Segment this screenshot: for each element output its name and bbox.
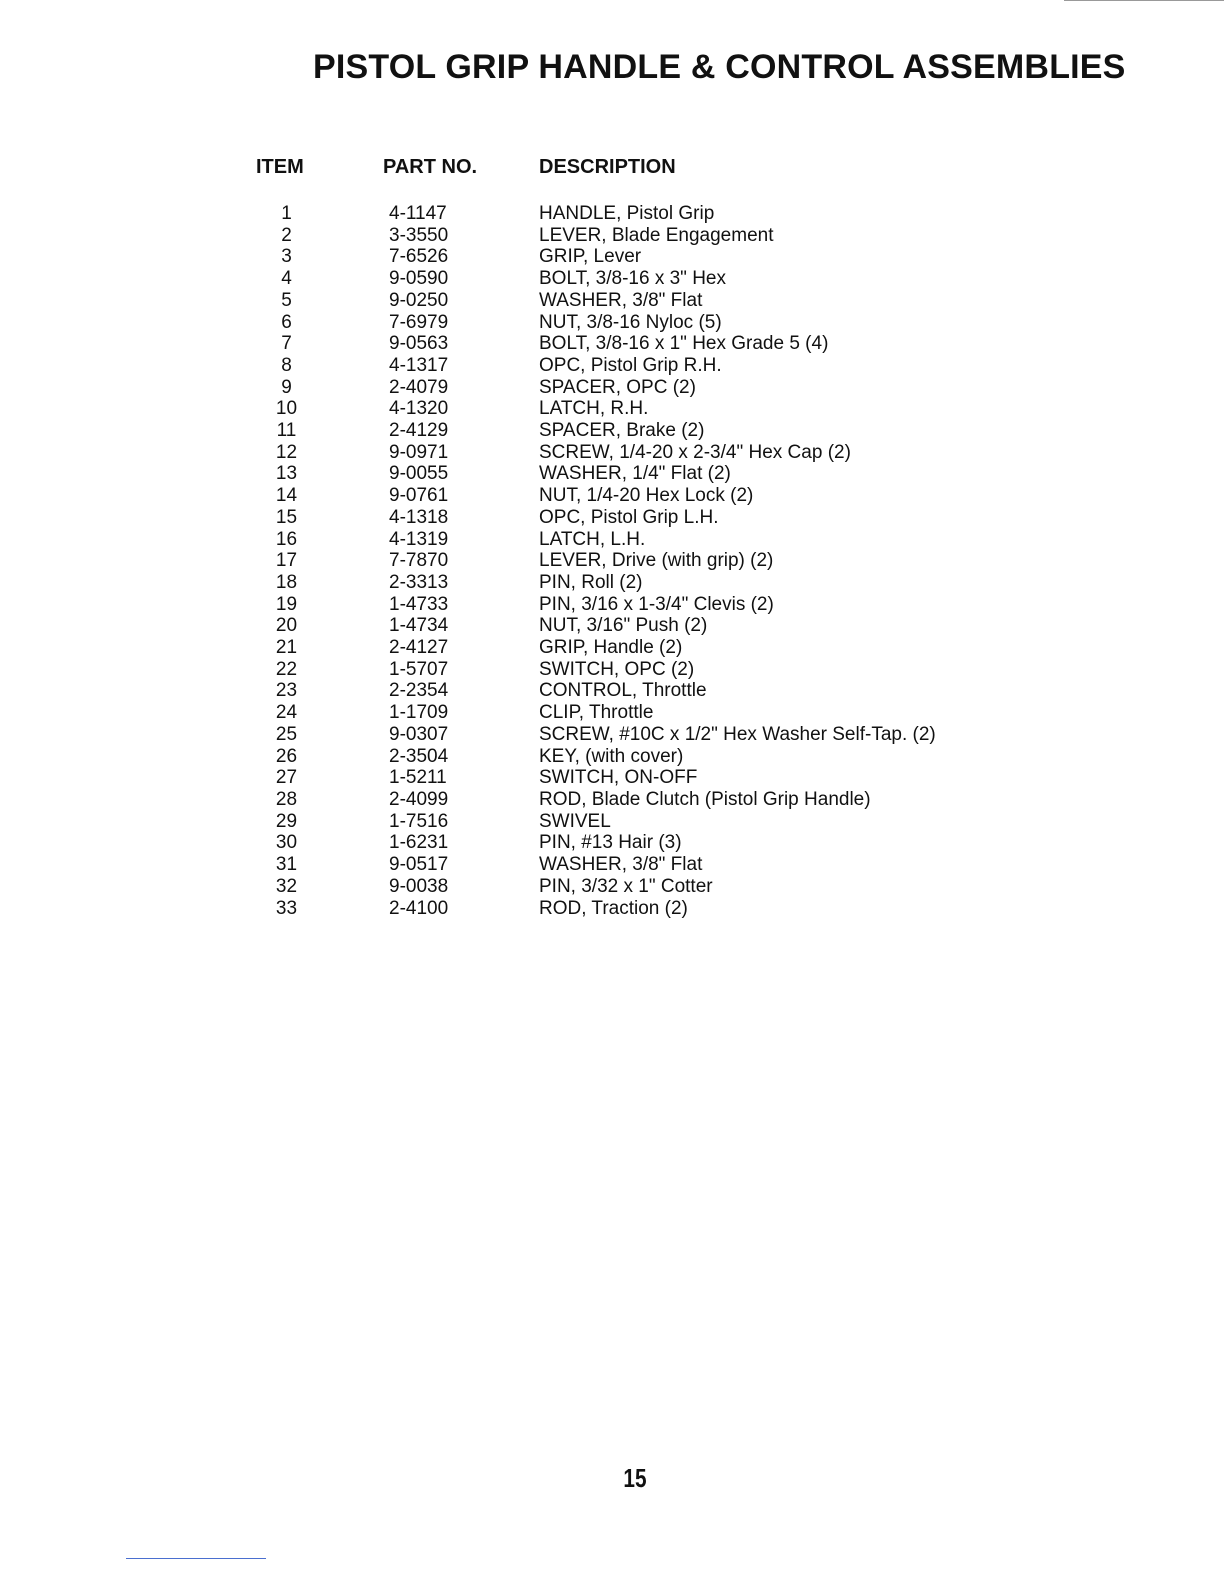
item-number-cell: 4 (281, 268, 292, 290)
page-number: 15 (623, 1463, 647, 1493)
table-row (250, 550, 1039, 572)
item-number-cell: 21 (275, 637, 298, 659)
table-row (250, 225, 1039, 247)
item-number-cell: 15 (275, 506, 298, 528)
table-row (250, 702, 1039, 724)
item-number-cell: 16 (275, 528, 298, 550)
table-row (250, 420, 1039, 442)
description-cell: SPACER, Brake (2) (539, 420, 705, 442)
table-row (250, 529, 1039, 551)
table-row (250, 724, 1039, 746)
description-cell: PIN, 3/16 x 1-3/4" Clevis (2) (539, 593, 774, 615)
description-cell: LEVER, Blade Engagement (539, 224, 774, 246)
item-number-cell: 27 (275, 767, 298, 789)
item-number-cell: 31 (275, 854, 298, 876)
description-cell: NUT, 3/16" Push (2) (539, 615, 708, 637)
part-number-cell: 1-5707 (389, 658, 449, 680)
table-row (250, 203, 1039, 225)
part-number-cell: 2-4079 (389, 376, 449, 398)
part-number-cell: 7-6526 (389, 246, 449, 268)
table-row (250, 485, 1039, 507)
part-number-cell: 9-0971 (389, 441, 449, 463)
item-number-cell: 32 (275, 875, 298, 897)
part-number-cell: 2-4127 (389, 637, 449, 659)
description-cell: SPACER, OPC (2) (539, 376, 696, 398)
table-row (250, 876, 1039, 898)
table-row (250, 789, 1039, 811)
item-number-cell: 2 (281, 224, 292, 246)
part-number-cell: 4-1320 (389, 398, 449, 420)
part-number-cell: 9-0761 (389, 485, 449, 507)
item-number-cell: 18 (275, 571, 298, 593)
item-number-cell: 29 (275, 810, 298, 832)
table-row (250, 463, 1039, 485)
item-number-cell: 8 (281, 354, 292, 376)
table-row (250, 442, 1039, 464)
description-cell: HANDLE, Pistol Grip (539, 203, 715, 224)
table-row (250, 572, 1039, 594)
description-cell: CLIP, Throttle (539, 702, 654, 724)
table-row (250, 312, 1039, 334)
table-row (250, 377, 1039, 399)
part-number-cell: 2-3504 (389, 745, 449, 767)
item-number-cell: 33 (275, 897, 298, 919)
item-number-cell: 28 (275, 788, 298, 810)
table-row (250, 898, 1039, 920)
table-row (250, 637, 1039, 659)
part-number-cell: 2-4099 (389, 788, 449, 810)
table-row (250, 811, 1039, 833)
item-number-cell: 22 (275, 658, 298, 680)
item-number-cell: 10 (275, 398, 298, 420)
item-number-cell: 5 (281, 289, 292, 311)
part-number-cell: 7-6979 (389, 311, 449, 333)
table-row (250, 246, 1039, 268)
description-cell: LEVER, Drive (with grip) (2) (539, 550, 774, 572)
part-number-cell: 9-0055 (389, 463, 449, 485)
table-row (250, 767, 1039, 789)
table-row (250, 290, 1039, 312)
part-number-cell: 1-4734 (389, 615, 449, 637)
description-cell: SCREW, 1/4-20 x 2-3/4" Hex Cap (2) (539, 441, 851, 463)
item-number-cell: 24 (275, 702, 298, 724)
table-row (250, 355, 1039, 377)
item-number-cell: 12 (275, 441, 298, 463)
table-row (250, 680, 1039, 702)
description-cell: NUT, 3/8-16 Nyloc (5) (539, 311, 722, 333)
item-number-cell: 30 (275, 832, 298, 854)
description-column-header: DESCRIPTION (539, 156, 676, 178)
part-no-column-header: PART NO. (383, 156, 478, 178)
item-number-cell: 25 (275, 723, 298, 745)
part-number-cell: 2-4100 (389, 897, 449, 919)
description-cell: WASHER, 3/8" Flat (539, 289, 703, 311)
table-row (250, 333, 1039, 355)
table-row (250, 507, 1039, 529)
item-number-cell: 6 (281, 311, 292, 333)
top-edge-rule (1064, 0, 1224, 1)
page-title: PISTOL GRIP HANDLE & CONTROL ASSEMBLIES (313, 48, 1126, 86)
description-cell: ROD, Traction (2) (539, 897, 688, 919)
description-cell: PIN, Roll (2) (539, 571, 643, 593)
item-number-cell: 26 (275, 745, 298, 767)
table-row (250, 615, 1039, 637)
header-row (250, 156, 1039, 182)
part-number-cell: 7-7870 (389, 550, 449, 572)
item-number-cell: 19 (275, 593, 298, 615)
table-row (250, 594, 1039, 616)
description-cell: GRIP, Lever (539, 246, 642, 268)
part-number-cell: 1-6231 (389, 832, 449, 854)
table-header (250, 156, 1039, 203)
table-row (250, 268, 1039, 290)
description-cell: ROD, Blade Clutch (Pistol Grip Handle) (539, 788, 871, 810)
bottom-edge-rule (126, 1558, 266, 1559)
description-cell: SWITCH, ON-OFF (539, 767, 698, 789)
item-number-cell: 3 (281, 246, 292, 268)
description-cell: PIN, #13 Hair (3) (539, 832, 682, 854)
part-number-cell: 9-0038 (389, 875, 449, 897)
description-cell: WASHER, 1/4" Flat (2) (539, 463, 731, 485)
description-cell: BOLT, 3/8-16 x 3" Hex (539, 268, 726, 290)
table-row (250, 832, 1039, 854)
item-number-cell: 23 (275, 680, 298, 702)
description-cell: SWIVEL (539, 810, 611, 832)
part-number-cell: 2-2354 (389, 680, 449, 702)
description-cell: OPC, Pistol Grip L.H. (539, 506, 719, 528)
part-number-cell: 1-7516 (389, 810, 449, 832)
part-number-cell: 9-0563 (389, 333, 449, 355)
part-number-cell: 1-4733 (389, 593, 449, 615)
part-number-cell: 3-3550 (389, 224, 449, 246)
description-cell: SCREW, #10C x 1/2" Hex Washer Self-Tap. (2) (539, 723, 936, 745)
item-number-cell: 7 (281, 333, 292, 355)
description-cell: OPC, Pistol Grip R.H. (539, 354, 722, 376)
item-number-cell: 20 (275, 615, 298, 637)
description-cell: NUT, 1/4-20 Hex Lock (2) (539, 485, 754, 507)
part-number-cell: 2-3313 (389, 571, 449, 593)
part-number-cell: 9-0250 (389, 289, 449, 311)
parts-list-table (250, 156, 1039, 919)
description-cell: GRIP, Handle (2) (539, 637, 683, 659)
table-row (250, 659, 1039, 681)
description-cell: PIN, 3/32 x 1" Cotter (539, 875, 713, 897)
part-number-cell: 9-0307 (389, 723, 449, 745)
header-spacer (250, 182, 1039, 203)
item-number-cell: 13 (275, 463, 298, 485)
part-number-cell: 4-1319 (389, 528, 449, 550)
description-cell: BOLT, 3/8-16 x 1" Hex Grade 5 (4) (539, 333, 829, 355)
description-cell: WASHER, 3/8" Flat (539, 854, 703, 876)
table-row (250, 746, 1039, 768)
part-number-cell: 4-1147 (389, 203, 447, 224)
part-number-cell: 4-1317 (389, 354, 449, 376)
description-cell: KEY, (with cover) (539, 745, 684, 767)
item-number-cell: 11 (276, 420, 297, 442)
table-row (250, 398, 1039, 420)
table-row (250, 854, 1039, 876)
description-cell: CONTROL, Throttle (539, 680, 707, 702)
part-number-cell: 1-1709 (389, 702, 449, 724)
part-number-cell: 1-5211 (389, 767, 447, 789)
description-cell: LATCH, L.H. (539, 528, 646, 550)
table-body (250, 203, 1039, 919)
part-number-cell: 2-4129 (389, 420, 449, 442)
item-number-cell: 17 (275, 550, 298, 572)
part-number-cell: 9-0517 (389, 854, 449, 876)
item-column-header: ITEM (256, 156, 304, 178)
part-number-cell: 4-1318 (389, 506, 449, 528)
description-cell: LATCH, R.H. (539, 398, 649, 420)
item-number-cell: 14 (275, 485, 298, 507)
item-number-cell: 1 (281, 203, 292, 224)
description-cell: SWITCH, OPC (2) (539, 658, 695, 680)
item-number-cell: 9 (281, 376, 292, 398)
part-number-cell: 9-0590 (389, 268, 449, 290)
